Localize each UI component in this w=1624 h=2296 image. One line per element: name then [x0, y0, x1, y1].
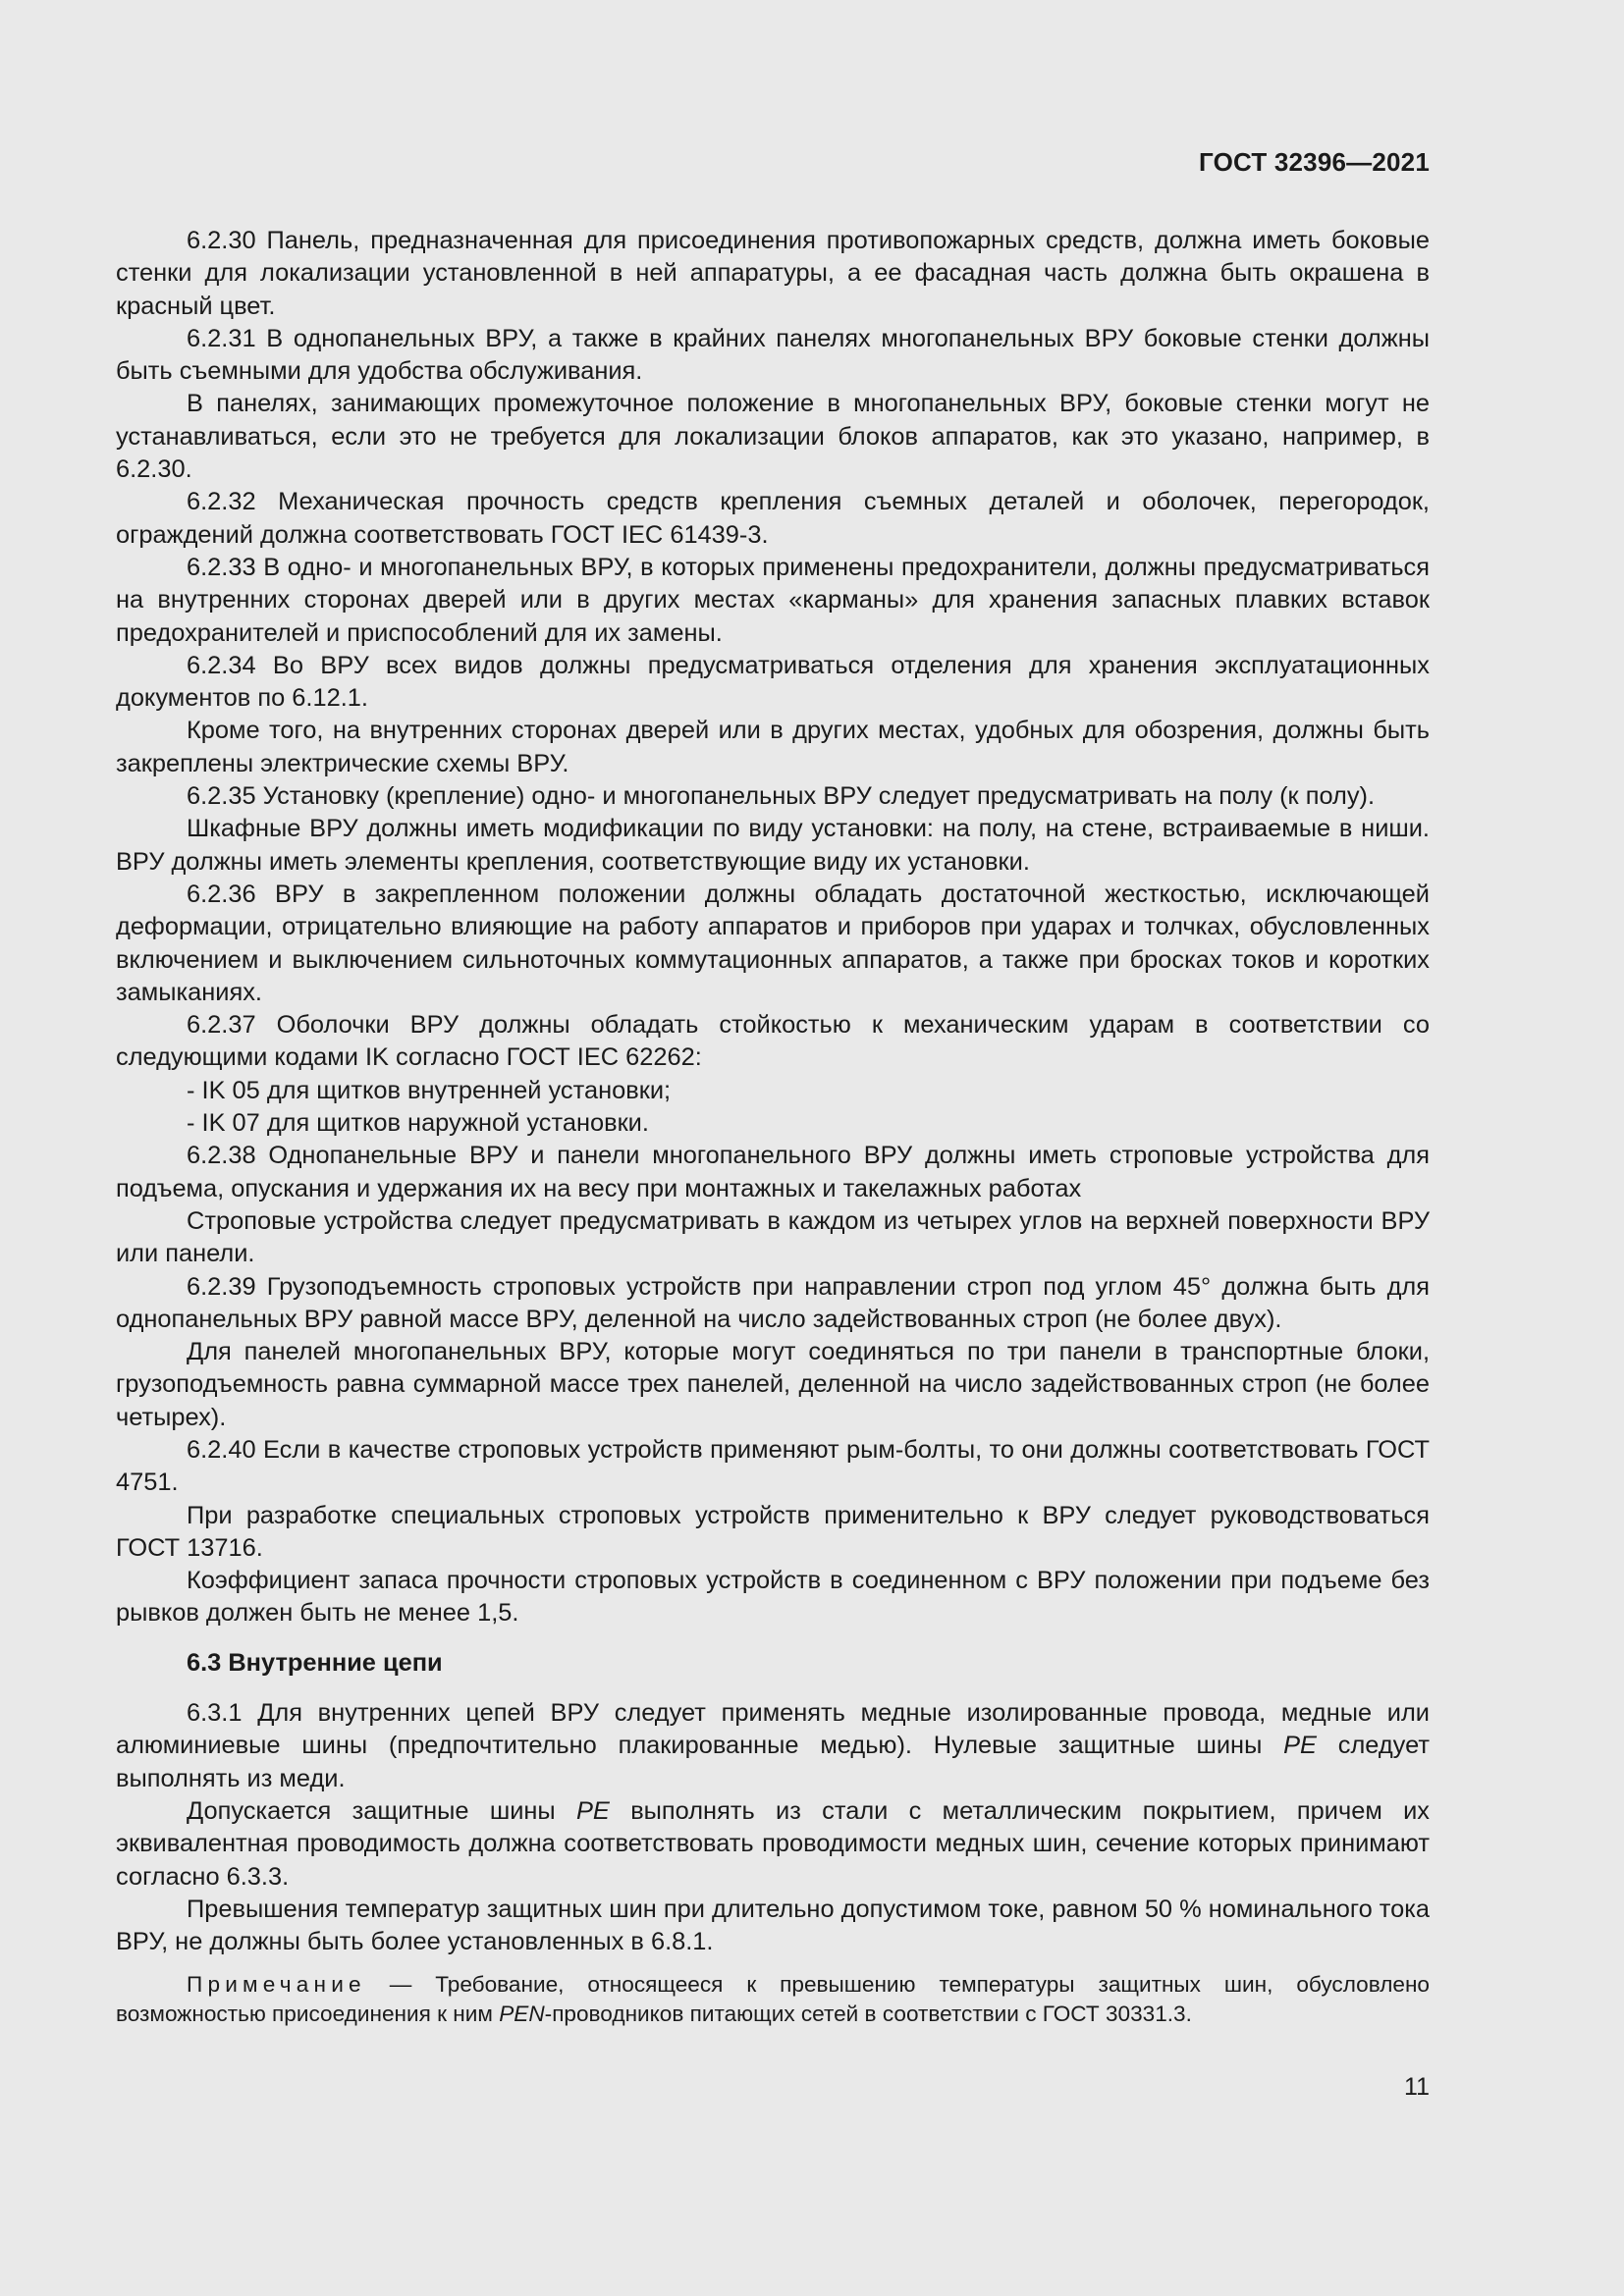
paragraph-6-2-40-cont: При разработке специальных строповых устройств применительно к ВРУ следует руководствоваться ГОСТ 13716. [116, 1501, 1430, 1562]
pe-term: PE [1283, 1732, 1317, 1760]
paragraph-6-2-38: 6.2.38 Однопанельные ВРУ и панели многопанельного ВРУ должны иметь строповые устройства для подъема, опускания и удержания их на весу при монтажных и такелажных работах [116, 1142, 1430, 1202]
text-run: выполнять из стали с металлическим покрытием, причем их эквивалентная проводимость должна соответствовать проводимости медных шин, сечение которых принимают согласно 6.3.3. [116, 1796, 1430, 1891]
paragraph-6-2-33: 6.2.33 В одно- и многопанельных ВРУ, в которых применены предохранители, должны предусматриваться на внутренних сторонах дверей или в других местах «карманы» для хранения запасных плавких вставок предохранителей и приспособлений для их замены. [116, 553, 1430, 647]
note-label: Примечание [187, 1972, 366, 1998]
paragraph-6-2-39: 6.2.39 Грузоподъемность строповых устройств при направлении строп под углом 45° должна быть для однопанельных ВРУ равной массе ВРУ, деленной на число задействованных строп (не более двух). [116, 1272, 1430, 1333]
paragraph-6-2-31-cont: В панелях, занимающих промежуточное положение в многопанельных ВРУ, боковые стенки могут не устанавливаться, если это не требуется для локализации блоков аппаратов, как это указано, например, в 6.2.30. [116, 390, 1430, 484]
paragraph-6-2-31: 6.2.31 В однопанельных ВРУ, а также в крайних панелях многопанельных ВРУ боковые стенки должны быть съемными для удобства обслуживания. [116, 324, 1430, 386]
text-run: Допускается защитные шины [187, 1796, 576, 1825]
text-run: следует выполнять из меди. [116, 1732, 1431, 1792]
paragraph-6-3-1-temp: Превышения температур защитных шин при длительно допустимом токе, равном 50 % номинального тока ВРУ, не должны быть более установленных в 6.8.1. [116, 1895, 1430, 1956]
paragraph-6-3-1 [116, 1697, 1430, 1795]
document-body [116, 225, 1430, 2029]
note [116, 1970, 1430, 2029]
paragraph-6-2-34-cont: Кроме того, на внутренних сторонах дверей или в других местах, удобных для обозрения, должны быть закреплены электрические схемы ВРУ. [116, 717, 1430, 777]
paragraph-6-2-40-coef: Коэффициент запаса прочности строповых устройств в соединенном с ВРУ положении при подъеме без рывков должен быть не менее 1,5. [116, 1567, 1430, 1628]
section-heading: 6.3 Внутренние цепи [187, 1648, 443, 1677]
paragraph-6-2-34: 6.2.34 Во ВРУ всех видов должны предусматриваться отделения для хранения эксплуатационных документов по 6.12.1. [116, 651, 1430, 713]
text-run: 6.3.1 Для внутренних цепей ВРУ следует применять медные изолированные провода, медные или алюминиевые шины (предпочтительно плакированные медью). Нулевые защитные шины [116, 1699, 1430, 1760]
list-item: - IK 07 для щитков наружной установки. [187, 1109, 649, 1138]
pe-term: PE [575, 1796, 610, 1825]
page-number: 11 [1404, 2073, 1430, 2101]
text-run: -проводников питающих сетей в соответствии с ГОСТ 30331.3. [544, 2002, 1192, 2027]
paragraph-6-2-32: 6.2.32 Механическая прочность средств крепления съемных деталей и оболочек, перегородок, ограждений должна соответствовать ГОСТ IEC 61439-3. [116, 488, 1430, 549]
pen-term: PEN [499, 2002, 545, 2027]
paragraph-6-2-35: 6.2.35 Установку (крепление) одно- и многопанельных ВРУ следует предусматривать на полу (к полу). [187, 782, 1376, 811]
paragraph-6-2-36: 6.2.36 ВРУ в закрепленном положении должны обладать достаточной жесткостью, исключающей деформации, отрицательно влияющие на работу аппаратов и приборов при ударах и толчках, обусловленных включением и выключением сильноточных коммутационных аппаратов, а также при бросках токов и коротких замыканиях. [116, 880, 1430, 1006]
paragraph-6-2-35-cont: Шкафные ВРУ должны иметь модификации по виду установки: на полу, на стене, встраиваемые в ниши. ВРУ должны иметь элементы крепления, соответствующие виду их установки. [116, 815, 1430, 876]
list-item: - IK 05 для щитков внутренней установки; [187, 1076, 672, 1104]
paragraph-6-2-37: 6.2.37 Оболочки ВРУ должны обладать стойкостью к механическим ударам в соответствии со следующими кодами IK согласно ГОСТ IEC 62262: [116, 1011, 1430, 1072]
paragraph-6-2-40: 6.2.40 Если в качестве строповых устройств применяют рым-болты, то они должны соответствовать ГОСТ 4751. [116, 1435, 1430, 1497]
document-id-header: ГОСТ 32396—2021 [1199, 147, 1430, 177]
paragraph-6-2-39-cont: Для панелей многопанельных ВРУ, которые могут соединяться по три панели в транспортные блоки, грузоподъемность равна суммарной массе трех панелей, деленной на число задействованных строп (не более четырех). [116, 1338, 1430, 1431]
paragraph-6-2-38-cont: Строповые устройства следует предусматривать в каждом из четырех углов на верхней поверхности ВРУ или панели. [116, 1206, 1430, 1268]
text-run: — Требование, относящееся к превышению температуры защитных шин, обусловлено возможностью присоединения к ним [116, 1972, 1430, 2027]
paragraph-6-2-30: 6.2.30 Панель, предназначенная для присоединения противопожарных средств, должна иметь боковые стенки для локализации установленной в ней аппаратуры, а ее фасадная часть должна быть окрашена в красный цвет. [116, 227, 1430, 320]
paragraph-6-3-1-cont [116, 1795, 1430, 1894]
